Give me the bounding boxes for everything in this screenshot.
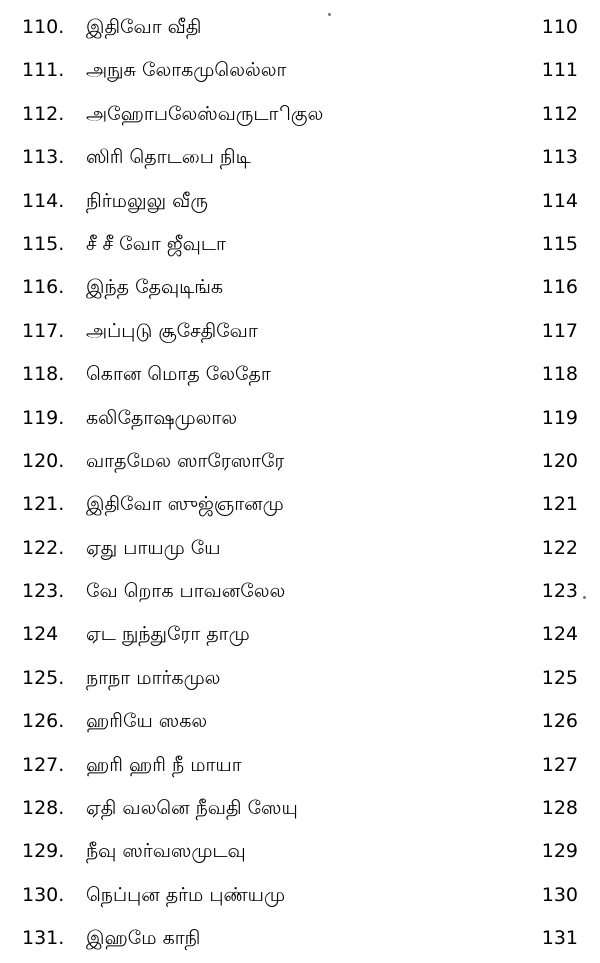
toc-row bbox=[0, 787, 600, 830]
toc-row bbox=[0, 483, 600, 526]
entry-title: வே றொக பாவனலேல bbox=[86, 580, 286, 603]
entry-number: 117. bbox=[22, 319, 65, 342]
entry-number: 113. bbox=[22, 146, 65, 169]
toc-row bbox=[0, 527, 600, 570]
entry-title: நிர்மலுலு வீரு bbox=[86, 189, 208, 212]
toc-row bbox=[0, 440, 600, 483]
toc-row bbox=[0, 830, 600, 873]
toc-row bbox=[0, 397, 600, 440]
entry-page: 111 bbox=[541, 59, 578, 82]
entry-title: நாநா மார்கமுல bbox=[86, 666, 221, 689]
entry-number: 118. bbox=[22, 363, 65, 386]
entry-title: நெப்புன தர்ம புண்யமு bbox=[86, 883, 286, 906]
scan-speck bbox=[328, 13, 331, 16]
entry-title: இதிவோ ஸுஜ்ஞானமு bbox=[86, 493, 284, 516]
entry-title: சீ சீ வோ ஜீவுடா bbox=[86, 232, 226, 255]
toc-row bbox=[0, 6, 600, 49]
entry-title: இதிவோ வீதி bbox=[86, 16, 202, 38]
entry-page: 120 bbox=[541, 449, 578, 472]
entry-page: 124 bbox=[541, 623, 578, 646]
entry-title: அநுசு லோகமுலெல்லா bbox=[86, 59, 287, 82]
entry-number: 119. bbox=[22, 406, 65, 429]
entry-title: நீவு ஸர்வஸமுடவு bbox=[86, 840, 246, 863]
entry-page: 128 bbox=[541, 797, 578, 820]
table-of-contents bbox=[0, 6, 600, 961]
entry-page: 112 bbox=[541, 102, 578, 125]
entry-page: 131 bbox=[541, 927, 578, 950]
entry-page: 127 bbox=[541, 753, 578, 776]
entry-number: 130. bbox=[22, 883, 65, 906]
entry-number: 114. bbox=[22, 189, 65, 212]
entry-page: 129 bbox=[541, 840, 578, 863]
entry-number: 111. bbox=[22, 59, 65, 82]
entry-page: 110 bbox=[541, 16, 578, 38]
entry-number: 127. bbox=[22, 753, 65, 776]
toc-row bbox=[0, 93, 600, 136]
entry-title: அப்புடு சூசேதிவோ bbox=[86, 319, 258, 342]
entry-number: 116. bbox=[22, 276, 65, 299]
entry-title: அஹோபலேஸ்வருடாிகுல bbox=[86, 102, 324, 125]
entry-page: 118 bbox=[541, 363, 578, 386]
entry-page: 126 bbox=[541, 710, 578, 733]
toc-row bbox=[0, 657, 600, 700]
entry-number: 122. bbox=[22, 536, 65, 559]
entry-number: 120. bbox=[22, 449, 65, 472]
entry-number: 129. bbox=[22, 840, 65, 863]
entry-number: 131. bbox=[22, 927, 65, 950]
entry-number: 112. bbox=[22, 102, 65, 125]
entry-title: ஏது பாயமு யே bbox=[86, 536, 221, 559]
entry-page: 122 bbox=[541, 536, 578, 559]
toc-row bbox=[0, 744, 600, 787]
entry-title: கலிதோஷமுலால bbox=[86, 406, 238, 429]
toc-row bbox=[0, 136, 600, 179]
entry-title: இஹமே காநி bbox=[86, 927, 201, 950]
entry-title: கொன மொத லேதோ bbox=[86, 363, 271, 386]
entry-number: 124 bbox=[22, 623, 59, 646]
toc-row bbox=[0, 874, 600, 917]
entry-number: 123. bbox=[22, 580, 65, 603]
toc-row bbox=[0, 49, 600, 92]
entry-title: ஸிரி தொடபை நிடி bbox=[86, 146, 251, 169]
toc-row bbox=[0, 180, 600, 223]
entry-title: ஏதி வலனெ நீவதி ஸேயு bbox=[86, 797, 298, 820]
entry-number: 121. bbox=[22, 493, 65, 516]
toc-row bbox=[0, 917, 600, 960]
toc-row bbox=[0, 310, 600, 353]
entry-title: ஏட நுந்துரோ தாமு bbox=[86, 623, 250, 646]
entry-number: 128. bbox=[22, 797, 65, 820]
entry-page: 117 bbox=[541, 319, 578, 342]
entry-title: இந்த தேவுடிங்க bbox=[86, 276, 224, 299]
toc-row bbox=[0, 353, 600, 396]
entry-title: வாதமேல ஸாரேஸாரே bbox=[86, 449, 285, 472]
entry-title: ஹரியே ஸகல bbox=[86, 710, 208, 733]
entry-page: 130 bbox=[541, 883, 578, 906]
entry-page: 121 bbox=[541, 493, 578, 516]
entry-number: 110. bbox=[22, 16, 65, 38]
entry-number: 115. bbox=[22, 232, 65, 255]
entry-page: 123 bbox=[541, 580, 578, 603]
entry-page: 115 bbox=[541, 232, 578, 255]
entry-page: 114 bbox=[541, 189, 578, 212]
toc-row bbox=[0, 266, 600, 309]
scan-speck bbox=[583, 596, 586, 599]
toc-row bbox=[0, 570, 600, 613]
entry-page: 116 bbox=[541, 276, 578, 299]
entry-page: 113 bbox=[541, 146, 578, 169]
toc-row bbox=[0, 613, 600, 656]
entry-title: ஹரி ஹரி நீ மாயா bbox=[86, 753, 242, 776]
entry-number: 125. bbox=[22, 666, 65, 689]
entry-page: 119 bbox=[541, 406, 578, 429]
toc-row bbox=[0, 223, 600, 266]
entry-page: 125 bbox=[541, 666, 578, 689]
entry-number: 126. bbox=[22, 710, 65, 733]
toc-row bbox=[0, 700, 600, 743]
